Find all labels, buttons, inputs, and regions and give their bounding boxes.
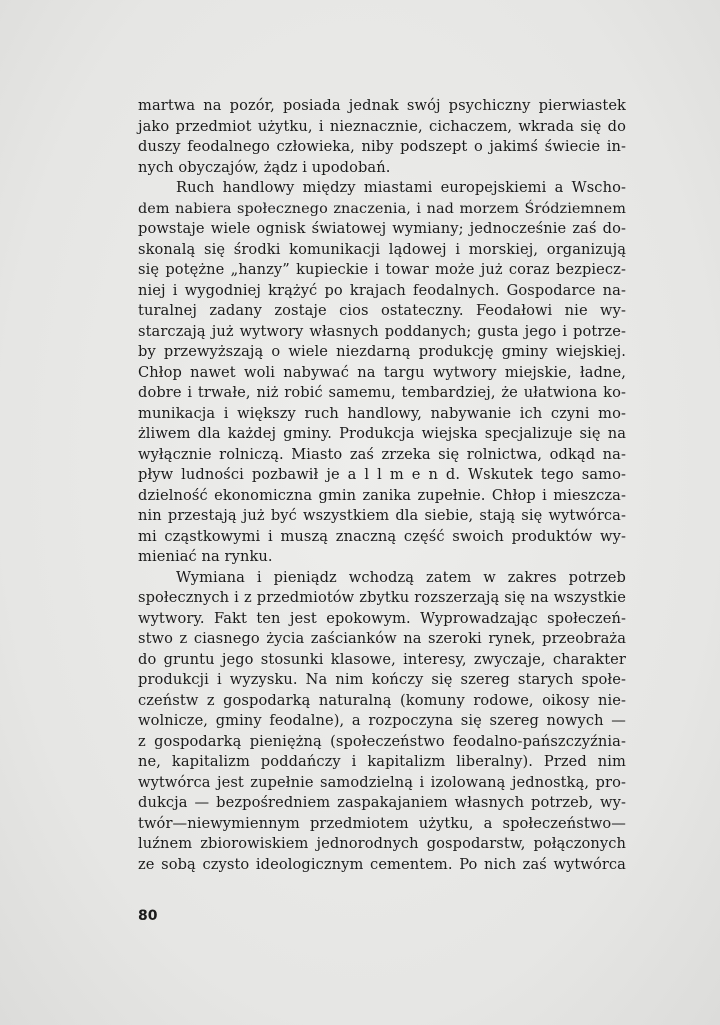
text-line: by przewyższają o wiele niezdarną produkcję gminy wiejskiej. [138,343,626,360]
text-line: ne, kapitalizm poddańczy i kapitalizm liberalny). Przed nim [138,753,626,770]
text-line: powstaje wiele ognisk światowej wymiany; jednocześnie zaś do- [138,220,626,237]
text-line: twór—niewymiennym przedmiotem użytku, a społeczeństwo— [138,814,626,832]
text-line: munikacja i większy ruch handlowy, nabywanie ich czyni mo- [138,404,626,422]
text-line: turalnej zadany zostaje cios ostateczny. Feodałowi nie wy- [138,302,626,319]
text-line: luźnem zbiorowiskiem jednorodnych gospodarstw, połączonych [138,835,626,852]
text-line: nin przestają już być wszystkiem dla siebie, stają się wytwórca- [138,507,626,524]
text-line: Ruch handlowy między miastami europejskiemi a Wscho- [176,179,626,196]
text-line: stwo z ciasnego życia zaścianków na szeroki rynek, przeobraża [138,630,626,647]
text-line: starczają już wytwory własnych poddanych; gusta jego i potrze- [138,322,626,340]
page-number: 80 [138,908,158,924]
text-line: wolnicze, gminy feodalne), a rozpoczyna się szereg nowych — [138,712,626,729]
text-line: Wymiana i pieniądz wchodzą zatem w zakres potrzeb [176,568,626,586]
text-line: wyłącznie rolniczą. Miasto zaś zrzeka się rolnictwa, odkąd na- [138,445,626,463]
text-line: ze sobą czysto ideologicznym cementem. Po nich zaś wytwórca [138,855,626,873]
text-line: mi cząstkowymi i muszą znaczną część swoich produktów wy- [138,527,626,545]
text-line: pływ ludności pozbawił je a l l m e n d. Wskutek tego samo- [138,466,626,483]
text-line: wytwory. Fakt ten jest epokowym. Wyprowadzając społeczeń- [138,609,626,627]
text-line: dem nabiera społecznego znaczenia, i nad morzem Śródziemnem [138,200,626,217]
text-line: skonalą się środki komunikacji lądowej i morskiej, organizują [138,240,626,258]
text-line: wytwórca jest zupełnie samodzielną i izolowaną jednostką, pro- [138,773,626,791]
text-line: mieniać na rynku. [138,548,273,565]
text-line: produkcji i wyzysku. Na nim kończy się szereg starych społe- [138,671,626,688]
text-line: dzielność ekonomiczna gmin zanika zupełnie. Chłop i mieszcza- [138,486,626,504]
text-line: społecznych i z przedmiotów zbytku rozszerzają się na wszystkie [138,589,626,606]
text-line: do gruntu jego stosunki klasowe, interesy, zwyczaje, charakter [138,650,626,668]
body-text [138,96,626,875]
text-line: martwa na pozór, posiada jednak swój psychiczny pierwiastek [138,97,626,114]
text-line: niej i wygodniej krążyć po krajach feodalnych. Gospodarce na- [138,281,626,299]
text-line: z gospodarką pieniężną (społeczeństwo feodalno-pańszczyźnia- [138,732,626,750]
text-line: duszy feodalnego człowieka, niby podszept o jakimś świecie in- [138,138,626,155]
text-line: Chłop nawet woli nabywać na targu wytwory miejskie, ładne, [138,363,626,381]
text-line: dobre i trwałe, niż robić samemu, tembardziej, że ułatwiona ko- [138,384,626,401]
text-line: nych obyczajów, żądz i upodobań. [138,158,391,176]
text-line: się potężne „hanzy” kupieckie i towar może już coraz bezpiecz- [138,261,626,278]
text-line: dukcja — bezpośredniem zaspakajaniem własnych potrzeb, wy- [138,794,626,811]
text-line: jako przedmiot użytku, i nieznacznie, cichaczem, wkrada się do [138,117,626,135]
text-line: czeństw z gospodarką naturalną (komuny rodowe, oikosy nie- [138,691,626,709]
text-line: żliwem dla każdej gminy. Produkcja wiejska specjalizuje się na [138,425,626,442]
